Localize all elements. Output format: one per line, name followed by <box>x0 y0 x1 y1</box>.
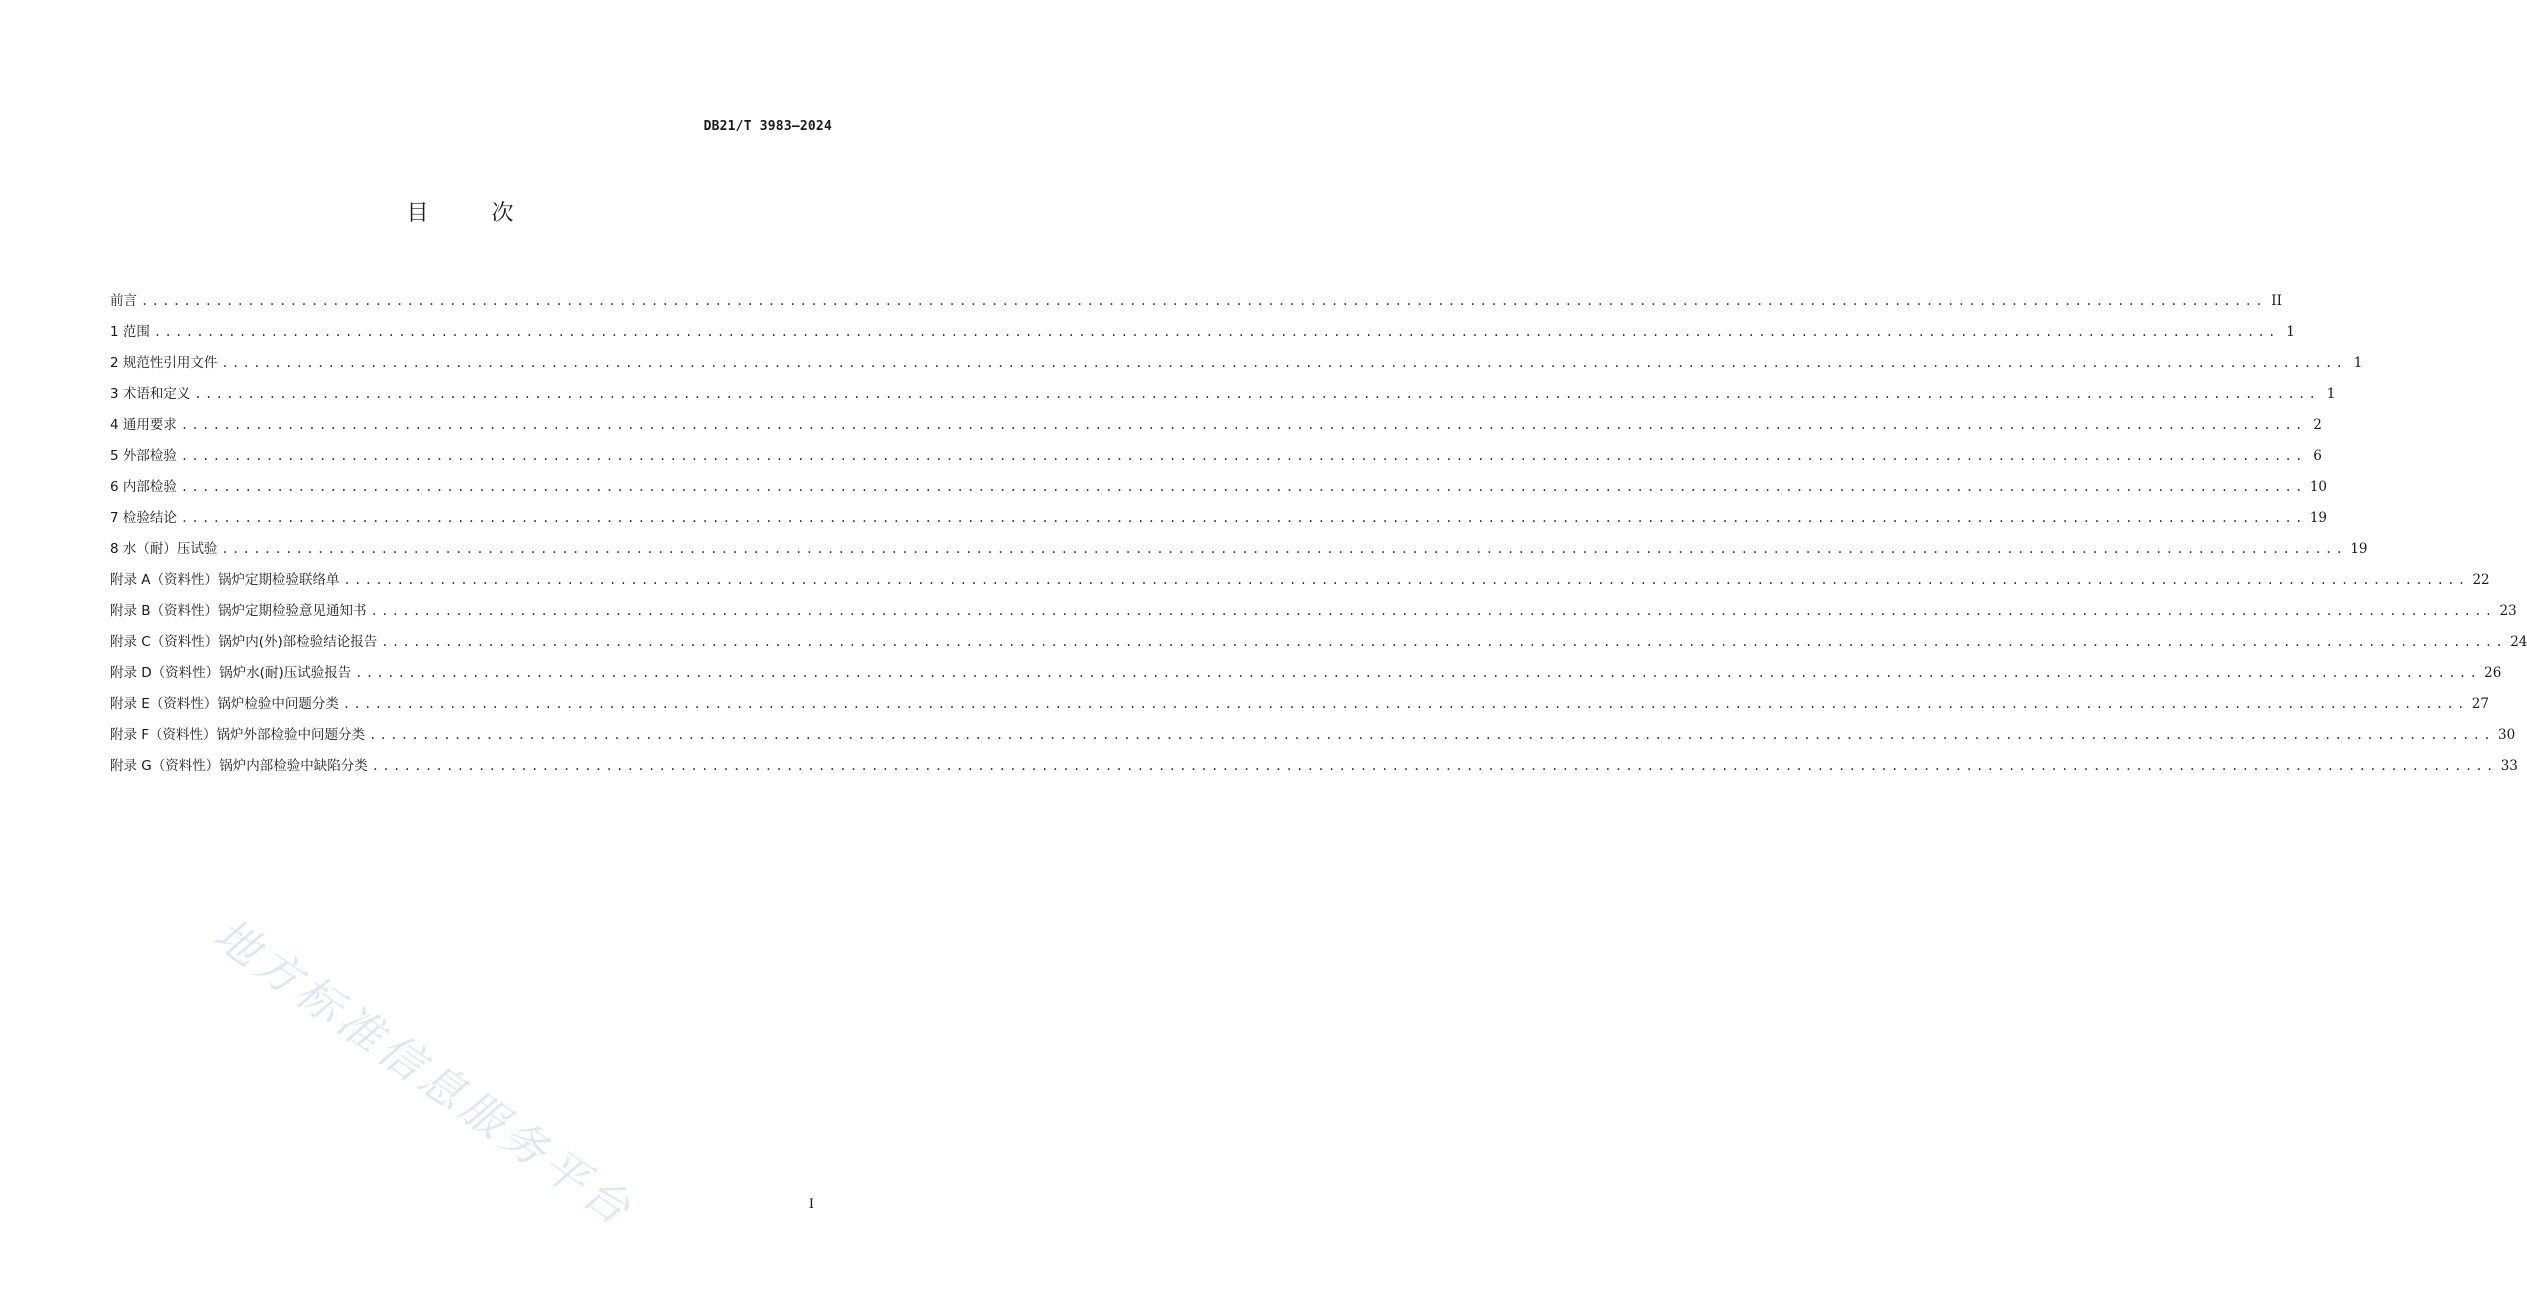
toc-entry-page: 30 <box>2497 727 2516 743</box>
toc-entry[interactable] <box>110 651 2502 682</box>
toc-entry-label: 3 术语和定义 <box>110 386 191 402</box>
toc-dot-leader: ........................................................................................................................................................................................................ <box>342 697 2468 711</box>
toc-entry-label: 前言 <box>110 293 137 309</box>
toc-entry[interactable] <box>110 465 2327 496</box>
toc-dot-leader: ........................................................................................................................................................................................................ <box>153 325 2279 339</box>
page-title: 目 次 <box>406 201 542 226</box>
toc-entry-label: 附录 G（资料性）锅炉内部检验中缺陷分类 <box>110 758 368 774</box>
page-number: I <box>808 1197 814 1212</box>
toc-dot-leader: ........................................................................................................................................................................................................ <box>180 449 2306 463</box>
toc-entry[interactable] <box>110 744 2518 775</box>
toc-dot-leader: ........................................................................................................................................................................................................ <box>371 759 2497 773</box>
toc-entry-page: 33 <box>2500 758 2518 774</box>
toc-entry-label: 2 规范性引用文件 <box>110 355 218 371</box>
toc-entry-label: 8 水（耐）压试验 <box>110 541 218 557</box>
toc-entry[interactable] <box>110 403 2322 434</box>
toc-entry-page: II <box>2271 293 2282 309</box>
toc-entry[interactable] <box>110 589 2517 620</box>
toc-entry-label: 附录 D（资料性）锅炉水(耐)压试验报告 <box>110 665 352 681</box>
toc-entry-page: 1 <box>2286 324 2295 340</box>
toc-dot-leader: ........................................................................................................................................................................................................ <box>194 387 2320 401</box>
toc-entry[interactable] <box>110 527 2368 558</box>
toc-dot-leader: ........................................................................................................................................................................................................ <box>180 418 2306 432</box>
toc-entry-page: 22 <box>2472 572 2490 588</box>
toc-entry-page: 2 <box>2313 417 2322 433</box>
document-code: DB21/T 3983—2024 <box>703 119 832 134</box>
toc-entry-label: 附录 B（资料性）锅炉定期检验意见通知书 <box>110 603 367 619</box>
toc-entry-page: 27 <box>2471 696 2489 712</box>
toc-entry[interactable] <box>110 372 2336 403</box>
toc-entry[interactable] <box>110 496 2327 527</box>
toc-entry-label: 附录 F（资料性）锅炉外部检验中问题分类 <box>110 727 366 743</box>
toc-entry[interactable] <box>110 558 2490 589</box>
toc-entry-page: 6 <box>2313 448 2322 464</box>
toc-dot-leader: ........................................................................................................................................................................................................ <box>355 666 2481 680</box>
toc-entry-page: 19 <box>2350 541 2368 557</box>
table-of-contents <box>110 279 2527 775</box>
toc-entry-page: 24 <box>2510 634 2527 650</box>
toc-entry[interactable] <box>110 682 2489 713</box>
toc-entry-label: 附录 C（资料性）锅炉内(外)部检验结论报告 <box>110 634 378 650</box>
toc-dot-leader: ........................................................................................................................................................................................................ <box>221 356 2347 370</box>
toc-dot-leader: ........................................................................................................................................................................................................ <box>369 728 2494 742</box>
toc-entry[interactable] <box>110 620 2527 651</box>
toc-dot-leader: ........................................................................................................................................................................................................ <box>343 573 2469 587</box>
toc-entry[interactable] <box>110 434 2322 465</box>
toc-entry-page: 1 <box>2353 355 2363 371</box>
toc-dot-leader: ........................................................................................................................................................................................................ <box>180 480 2306 494</box>
toc-entry-page: 23 <box>2499 603 2517 619</box>
toc-dot-leader: ........................................................................................................................................................................................................ <box>141 294 2266 308</box>
toc-entry-label: 附录 E（资料性）锅炉检验中问题分类 <box>110 696 339 712</box>
toc-entry-page: 26 <box>2484 665 2502 681</box>
toc-entry-label: 4 通用要求 <box>110 417 177 433</box>
toc-entry-label: 6 内部检验 <box>110 479 177 495</box>
toc-entry-page: 1 <box>2326 386 2336 402</box>
toc-dot-leader: ........................................................................................................................................................................................................ <box>221 542 2347 556</box>
toc-entry-label: 5 外部检验 <box>110 448 177 464</box>
toc-entry[interactable] <box>110 341 2363 372</box>
toc-dot-leader: ........................................................................................................................................................................................................ <box>370 604 2496 618</box>
toc-entry-label: 1 范围 <box>110 324 150 340</box>
toc-entry[interactable] <box>110 310 2295 341</box>
toc-entry[interactable] <box>110 713 2516 744</box>
toc-entry-page: 19 <box>2309 510 2327 526</box>
toc-entry-label: 7 检验结论 <box>110 510 177 526</box>
toc-dot-leader: ........................................................................................................................................................................................................ <box>381 635 2507 649</box>
toc-entry[interactable] <box>110 279 2282 310</box>
toc-entry-page: 10 <box>2309 479 2327 495</box>
toc-entry-label: 附录 A（资料性）锅炉定期检验联络单 <box>110 572 340 588</box>
toc-dot-leader: ........................................................................................................................................................................................................ <box>180 511 2306 525</box>
watermark: 地方标准信息服务平台 <box>204 909 644 1238</box>
